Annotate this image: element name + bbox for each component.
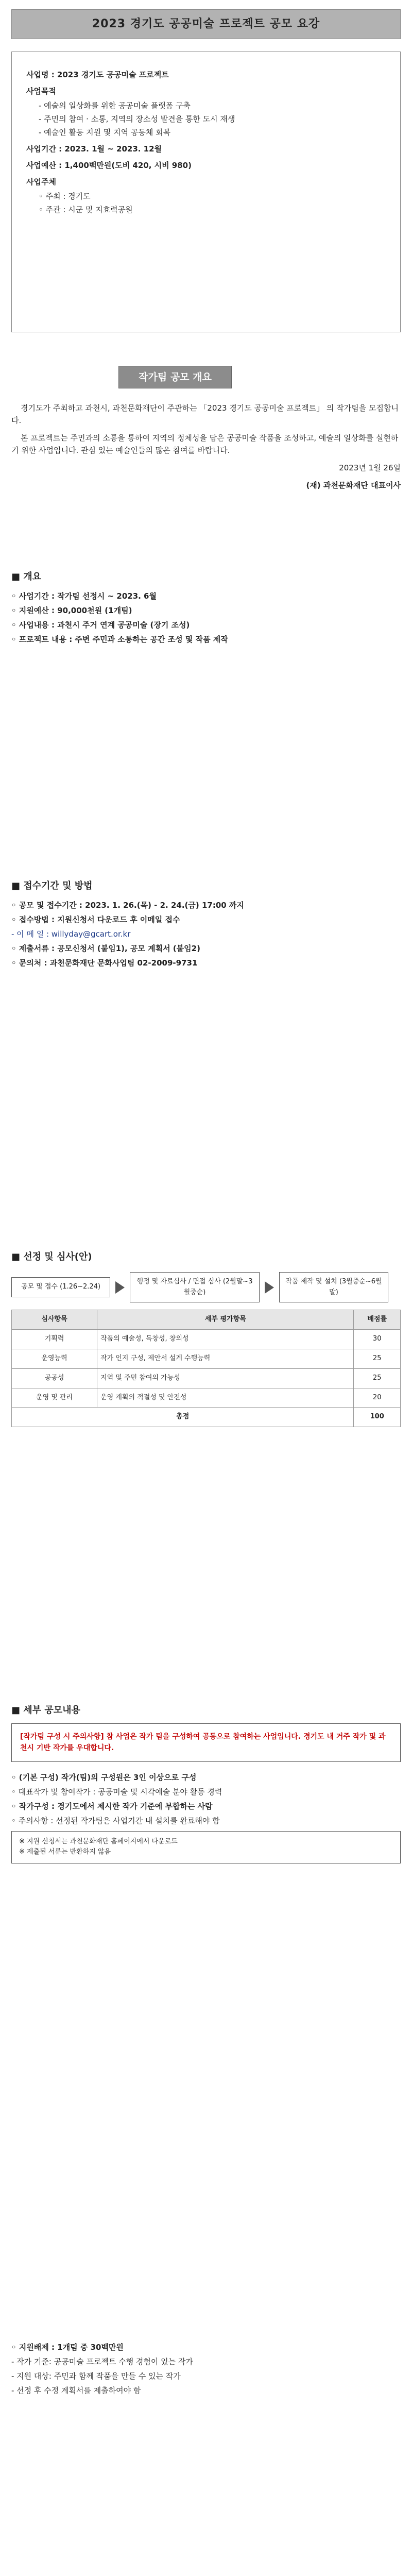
table-cell: 20 — [354, 1388, 401, 1408]
intro-paragraph: 경기도가 주최하고 과천시, 과천문화재단이 주관하는 「2023 경기도 공공미술 프로젝트」 의 작가팀을 모집합니다. — [11, 403, 399, 425]
overview-tag: 작가팀 공모 개요 — [118, 366, 232, 388]
apply-item: ◦ 접수방법 : 지원신청서 다운로드 후 이메일 접수 — [11, 914, 180, 924]
purpose-item: - 예술의 일상화를 위한 공공미술 플랫폼 구축 — [39, 101, 191, 110]
host-item: ◦ 주최 : 경기도 — [39, 192, 91, 201]
overview-item: ◦ 지원예산 : 90,000천원 (1개팀) — [11, 605, 132, 615]
criteria-heading: ◦ 지원배제 : 1개팀 중 30백만원 — [11, 2343, 124, 2352]
overview-item: ◦ 프로젝트 내용 : 주변 주민과 소통하는 공간 조성 및 작품 제작 — [11, 634, 228, 644]
page-title: 2023 경기도 공공미술 프로젝트 공모 요강 — [11, 9, 401, 39]
apply-contact: ◦ 문의처 : 과천문화재단 문화사업팀 02-2009-9731 — [11, 958, 198, 968]
purpose-item: - 예술인 활동 지원 및 지역 공동체 회복 — [39, 128, 171, 137]
project-budget: 사업예산 : 1,400백만원(도비 420, 시비 980) — [26, 161, 192, 170]
apply-section — [11, 876, 401, 971]
table-row — [12, 1388, 401, 1408]
table-row — [12, 1330, 401, 1349]
overview-heading: ■ 개요 — [11, 571, 42, 582]
table-cell: 기획력 — [12, 1330, 97, 1349]
host-item: ◦ 주관 : 시군 및 지효력공원 — [39, 205, 133, 214]
table-total-row — [12, 1408, 401, 1427]
table-cell: 작가 인지 구성, 제안서 설계 수행능력 — [97, 1349, 354, 1368]
select-section — [11, 1247, 401, 1427]
criteria-item: - 작가 기준: 공공미술 프로젝트 수행 경험이 있는 작가 — [11, 2357, 193, 2366]
project-period: 사업기간 : 2023. 1월 ~ 2023. 12월 — [26, 144, 162, 154]
note-box — [11, 1831, 401, 1864]
table-row — [12, 1368, 401, 1388]
total-value: 100 — [354, 1408, 401, 1427]
summary-box — [11, 52, 401, 332]
detail-item: ◦ 대표작가 및 참여작가 : 공공미술 및 시각예술 분야 활동 경력 — [11, 1787, 222, 1797]
note-line: ※ 지원 신청서는 과천문화재단 홈페이지에서 다운로드 — [19, 1837, 178, 1845]
apply-heading: ■ 접수기간 및 방법 — [11, 880, 93, 891]
table-cell: 운영 계획의 적절성 및 안전성 — [97, 1388, 354, 1408]
detail-heading: ■ 세부 공모내용 — [11, 1705, 80, 1716]
arrow-icon — [265, 1281, 274, 1294]
arrow-icon — [115, 1281, 125, 1294]
apply-item: ◦ 제출서류 : 공모신청서 (붙임1), 공모 계획서 (붙임2) — [11, 943, 200, 953]
total-label: 총점 — [12, 1408, 354, 1427]
sign-date: 2023년 1월 26일 — [339, 463, 401, 472]
intro-paragraph: 본 프로젝트는 주민과의 소통을 통하여 지역의 정체성을 담은 공공미술 작품을 조성하고, 예술의 일상화를 실현하기 위한 사업입니다. 관심 있는 예술인들의 많은 참여를 바랍니다. — [11, 433, 399, 455]
overview-item: ◦ 사업내용 : 과천시 주거 연계 공공미술 (장기 조성) — [11, 620, 190, 630]
apply-item: ◦ 공모 및 접수기간 : 2023. 1. 26.(목) - 2. 24.(금) 17:00 까지 — [11, 900, 244, 910]
detail-section — [11, 1700, 401, 1868]
table-header: 세부 평가항목 — [97, 1310, 354, 1330]
table-cell: 운영 및 관리 — [12, 1388, 97, 1408]
table-header: 심사항목 — [12, 1310, 97, 1330]
select-heading: ■ 선정 및 심사(안) — [11, 1251, 92, 1262]
table-cell: 25 — [354, 1349, 401, 1368]
criteria-table — [11, 1310, 401, 1427]
criteria-item: - 선정 후 수정 계획서를 제출하여야 함 — [11, 2386, 141, 2395]
table-cell: 작품의 예술성, 독창성, 창의성 — [97, 1330, 354, 1349]
host-heading: 사업주체 — [26, 177, 56, 187]
overview-section — [11, 567, 401, 648]
table-row — [12, 1349, 401, 1368]
criteria-section — [11, 2339, 401, 2399]
detail-item: ◦ 작가구성 : 경기도에서 제시한 작가 기준에 부합하는 사람 — [11, 1801, 213, 1811]
table-cell: 30 — [354, 1330, 401, 1349]
detail-item: ◦ 주의사항 : 선정된 작가팀은 사업기간 내 설치를 완료해야 함 — [11, 1816, 220, 1825]
table-cell: 운영능력 — [12, 1349, 97, 1368]
selection-flow — [11, 1272, 401, 1303]
intro-section — [11, 402, 401, 497]
note-line: ※ 제출된 서류는 반환하지 않음 — [19, 1848, 111, 1856]
project-name: 사업명 : 2023 경기도 공공미술 프로젝트 — [26, 70, 169, 79]
purpose-heading: 사업목적 — [26, 87, 56, 96]
table-header: 배점률 — [354, 1310, 401, 1330]
flow-step: 공모 및 접수 (1.26~2.24) — [11, 1277, 110, 1297]
flow-step: 작품 제작 및 설치 (3월중순~6월말) — [279, 1272, 388, 1303]
overview-item: ◦ 사업기간 : 작가팀 선정시 ~ 2023. 6월 — [11, 591, 157, 601]
table-cell: 25 — [354, 1368, 401, 1388]
table-cell: 지역 및 주민 참여의 가능성 — [97, 1368, 354, 1388]
apply-email[interactable]: - 이 메 일 : willyday@gcart.or.kr — [11, 929, 131, 939]
criteria-item: - 지원 대상: 주민과 함께 작품을 만들 수 있는 작가 — [11, 2371, 181, 2381]
detail-item: ◦ (기본 구성) 작가(팀)의 구성원은 3인 이상으로 구성 — [11, 1772, 197, 1782]
purpose-item: - 주민의 참여 · 소통, 지역의 장소성 발견을 통한 도시 재생 — [39, 114, 235, 124]
flow-step: 행정 및 자료심사 / 면접 심사 (2월말~3월중순) — [130, 1272, 260, 1303]
notice-box: [작가팀 구성 시 주의사항] 참 사업은 작가 팀을 구성하여 공동으로 참여하는 사업입니다. 경기도 내 거주 작가 및 과천시 기반 작가를 우대합니다. — [11, 1723, 401, 1762]
table-cell: 공공성 — [12, 1368, 97, 1388]
sign-org: (재) 과천문화재단 대표이사 — [306, 481, 401, 490]
